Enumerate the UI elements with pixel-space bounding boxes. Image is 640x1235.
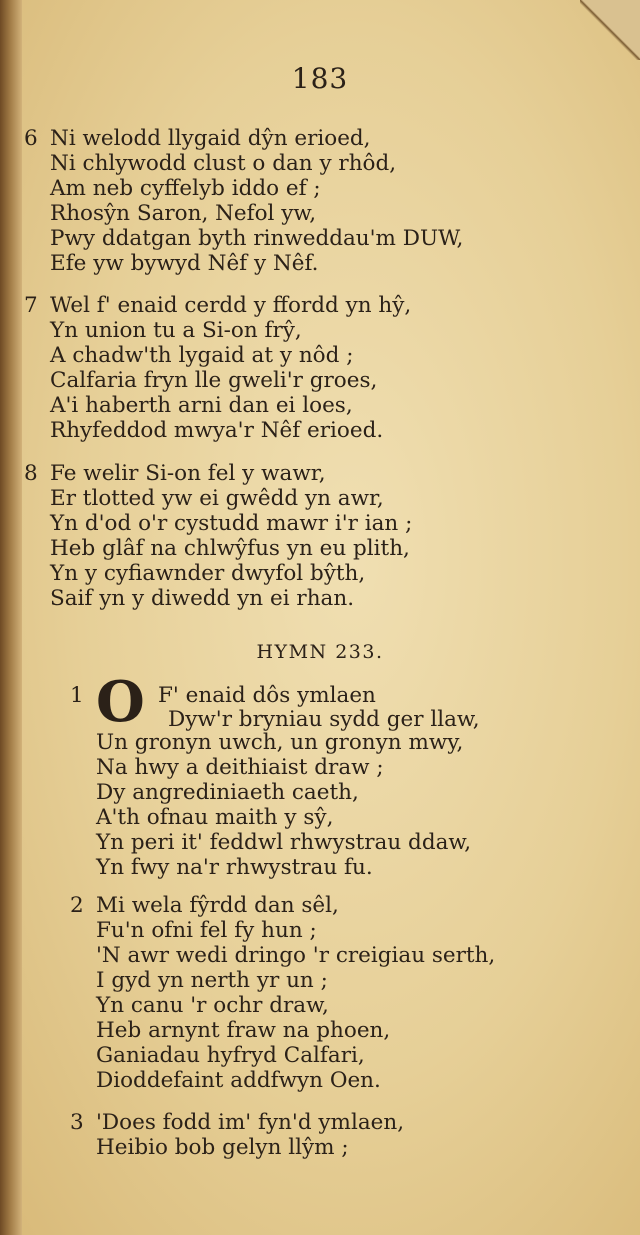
verse-line: 3 'Does fodd im' fyn'd ymlaen, xyxy=(70,1110,405,1135)
verse-line: Un gronyn uwch, un gronyn mwy, xyxy=(96,730,464,755)
page-number: 183 xyxy=(291,62,349,95)
stanza-number: 7 xyxy=(24,293,38,318)
book-binding-edge xyxy=(0,0,22,1235)
verse-line: Pwy ddatgan byth rinweddau'm DUW, xyxy=(50,226,464,251)
verse-line: Dyw'r bryniau sydd ger llaw, xyxy=(168,707,480,732)
dropcap-block xyxy=(70,669,630,735)
verse-line: A'i haberth arni dan ei loes, xyxy=(50,393,353,418)
hymn-stanza-1 xyxy=(70,669,630,880)
folded-corner xyxy=(580,0,640,60)
hymn-stanza-2 xyxy=(70,893,630,1093)
verse-line: Heibio bob gelyn llŷm ; xyxy=(96,1135,349,1160)
stanza-number: 1 xyxy=(70,683,84,708)
verse-line: 8 Fe welir Si-on fel y wawr, xyxy=(24,461,326,486)
verse-line: Na hwy a deithiaist draw ; xyxy=(96,755,384,780)
verse-line: I gyd yn nerth yr un ; xyxy=(96,968,328,993)
verse-line: Er tlotted yw ei gwêdd yn awr, xyxy=(50,486,384,511)
stanza-number: 8 xyxy=(24,461,38,486)
verse-line: A chadw'th lygaid at y nôd ; xyxy=(50,343,354,368)
verse-line: Yn canu 'r ochr draw, xyxy=(96,993,329,1018)
verse-line: 2 Mi wela fŷrdd dan sêl, xyxy=(70,893,339,918)
verse-line: Dioddefaint addfwyn Oen. xyxy=(96,1068,381,1093)
verse-line: Saif yn y diwedd yn ei rhan. xyxy=(50,586,355,611)
verse-line: Yn y cyfiawnder dwyfol bŷth, xyxy=(50,561,366,586)
stanza-number: 6 xyxy=(24,126,38,151)
verse-line: 6 Ni welodd llygaid dŷn erioed, xyxy=(24,126,371,151)
drop-cap-letter: O xyxy=(96,669,145,735)
verse-line: Rhyfeddod mwya'r Nêf erioed. xyxy=(50,418,384,443)
verse-line: Ganiadau hyfryd Calfari, xyxy=(96,1043,365,1068)
verse-line: A'th ofnau maith y sŷ, xyxy=(96,805,334,830)
verse-line: Efe yw bywyd Nêf y Nêf. xyxy=(50,251,319,276)
hymn-title: HYMN 233. xyxy=(256,641,384,663)
hymn-stanza-3 xyxy=(70,1110,630,1160)
verse-line: 7 Wel f' enaid cerdd y ffordd yn hŷ, xyxy=(24,293,412,318)
verse-line: Yn peri it' feddwl rhwystrau ddaw, xyxy=(96,830,472,855)
verse-line: Heb arnynt fraw na phoen, xyxy=(96,1018,391,1043)
verse-line: Yn d'od o'r cystudd mawr i'r ian ; xyxy=(50,511,413,536)
verse-line: Rhosŷn Saron, Nefol yw, xyxy=(50,201,317,226)
stanza-7 xyxy=(24,293,614,443)
verse-line: Am neb cyffelyb iddo ef ; xyxy=(50,176,321,201)
stanza-number: 2 xyxy=(70,893,84,918)
verse-line: 'N awr wedi dringo 'r creigiau serth, xyxy=(96,943,496,968)
verse-line: Yn union tu a Si-on frŷ, xyxy=(50,318,302,343)
verse-line: Dy angrediniaeth caeth, xyxy=(96,780,359,805)
stanza-6 xyxy=(24,126,614,276)
verse-line: Fu'n ofni fel fy hun ; xyxy=(96,918,317,943)
stanza-8 xyxy=(24,461,614,611)
stanza-number: 3 xyxy=(70,1110,84,1135)
verse-line: Calfaria fryn lle gweli'r groes, xyxy=(50,368,378,393)
verse-line: Heb glâf na chlwŷfus yn eu plith, xyxy=(50,536,410,561)
verse-line: Ni chlywodd clust o dan y rhôd, xyxy=(50,151,397,176)
verse-line: F' enaid dôs ymlaen xyxy=(158,683,376,708)
verse-line: Yn fwy na'r rhwystrau fu. xyxy=(96,855,373,880)
